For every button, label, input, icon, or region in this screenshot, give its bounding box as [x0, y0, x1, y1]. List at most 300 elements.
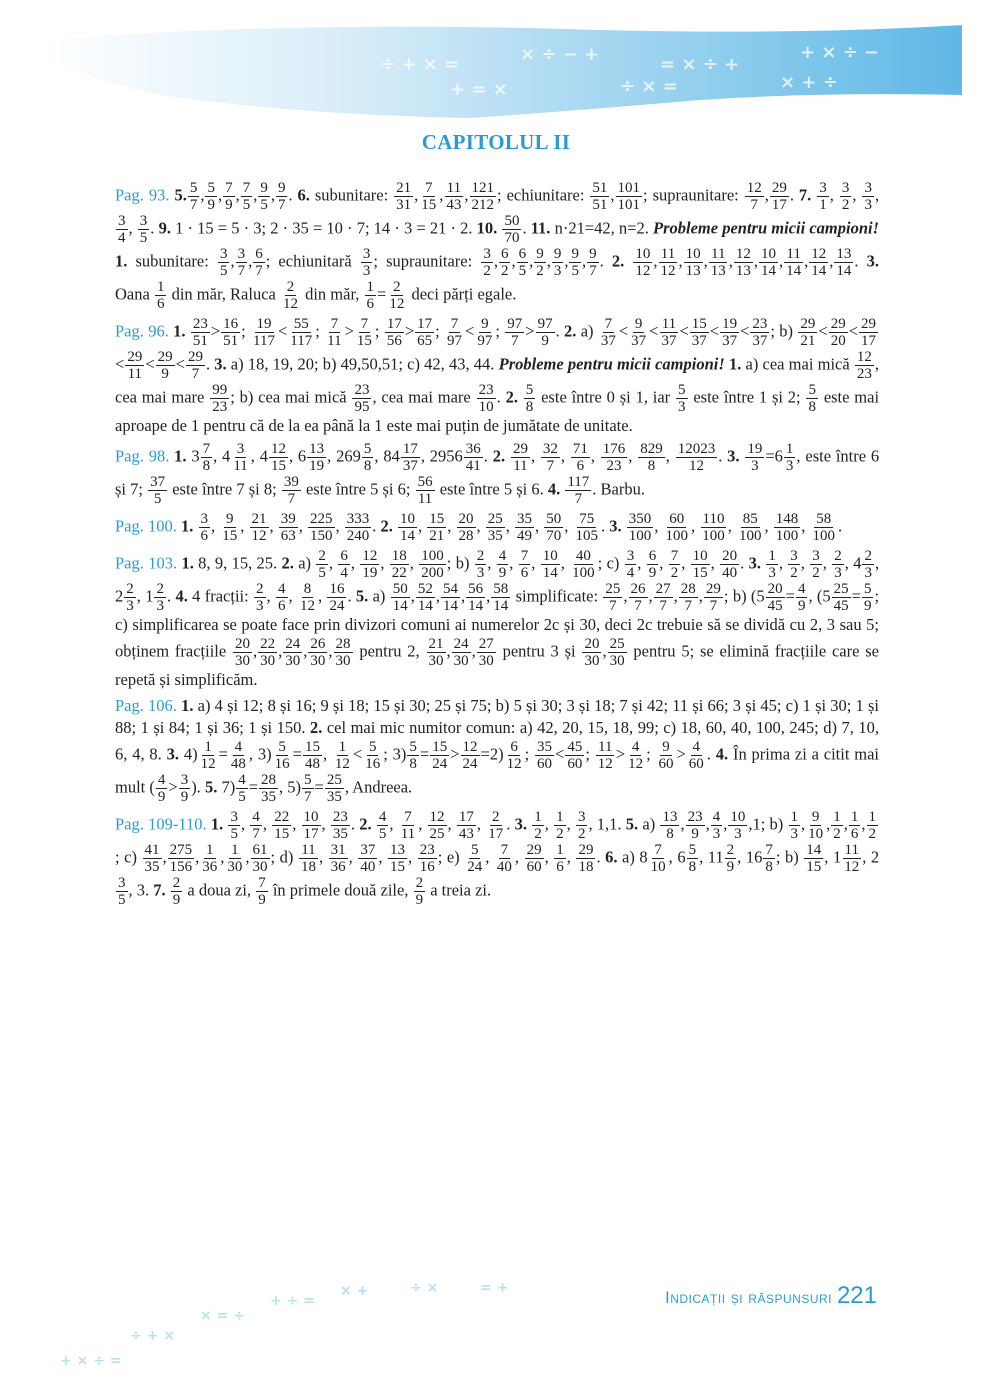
answer-text: ; echiunitare:	[497, 185, 590, 205]
answer-text: .	[522, 218, 531, 238]
answer-text: ,	[673, 586, 678, 606]
fraction-denominator: 1	[819, 197, 827, 213]
answer-text: din măr,	[300, 284, 364, 304]
fraction	[199, 739, 218, 772]
fraction-numerator: 12	[746, 180, 762, 196]
fraction	[608, 636, 627, 669]
fraction	[532, 809, 544, 842]
fraction	[200, 842, 219, 875]
fraction	[576, 809, 588, 842]
fraction-numerator: 3	[819, 180, 827, 196]
fraction-denominator: 12	[389, 296, 405, 312]
fraction-denominator: 5	[118, 892, 126, 908]
answer-text: ; supraunitare:	[643, 185, 744, 205]
fraction	[418, 842, 437, 875]
fraction-denominator: 19	[309, 458, 325, 474]
answer-text: <	[352, 744, 363, 764]
fraction-denominator: 8	[808, 399, 816, 415]
answer-text	[527, 814, 531, 833]
fraction-numerator: 5	[525, 382, 534, 398]
answer-text: ; b)	[723, 586, 751, 606]
fraction-denominator: 212	[471, 197, 495, 213]
fraction-numerator: 9	[811, 809, 820, 825]
answer-text: ,	[446, 641, 451, 661]
fraction-denominator: 3	[834, 565, 842, 581]
answer-text: ,	[279, 777, 288, 797]
answer-text: ,	[764, 516, 773, 536]
fraction-numerator: 12	[735, 246, 751, 262]
answer-text: ,	[509, 553, 518, 573]
fraction-numerator: 21	[428, 636, 444, 652]
fraction-numerator: 5	[278, 739, 286, 755]
answer-text: deci părți egale.	[407, 284, 517, 304]
fraction	[654, 581, 673, 614]
fraction-denominator: 51	[223, 333, 239, 349]
fraction-denominator: 45	[833, 598, 849, 614]
answer-text: din măr, Raluca	[167, 284, 280, 304]
answer-text: ,	[800, 553, 810, 573]
answer-text: ,	[590, 446, 600, 466]
fraction	[862, 180, 874, 213]
fraction	[303, 739, 322, 772]
answer-paragraph	[115, 511, 879, 544]
fraction	[352, 382, 371, 415]
fraction-numerator: 29	[127, 349, 143, 365]
fraction-denominator: 20	[830, 333, 846, 349]
fraction-denominator: 7	[750, 197, 758, 213]
fraction	[358, 842, 377, 875]
decorative-header-band	[0, 0, 992, 130]
fraction	[210, 382, 229, 415]
fraction-denominator: 5	[518, 263, 527, 279]
exercise-number: 2.	[564, 321, 577, 341]
fraction-numerator: 10	[692, 548, 708, 564]
answer-text	[622, 516, 626, 535]
fraction	[629, 316, 648, 349]
answer-text: =	[377, 284, 387, 304]
fraction-denominator: 11	[327, 333, 342, 349]
fraction	[534, 246, 546, 279]
fraction-denominator: 15	[806, 859, 822, 875]
fraction-denominator: 12	[628, 756, 644, 772]
fraction-numerator: 8	[303, 581, 312, 597]
svg-text:+ × ÷ =: + × ÷ =	[60, 1353, 122, 1369]
fraction-denominator: 12	[299, 598, 315, 614]
fraction	[862, 548, 874, 581]
fraction-denominator: 35	[487, 528, 503, 544]
fraction-denominator: 9	[726, 859, 735, 875]
fraction	[143, 842, 162, 875]
fraction-numerator: 2	[286, 279, 295, 295]
fraction-numerator: 350	[628, 511, 652, 527]
fraction-denominator: 30	[428, 653, 444, 669]
answer-text: ; c) simplificarea se poate face prin divizori comuni ai numerelor 2c și 30, deci 2c trebuie să se dividă cu 2, 3 sau 5; obținem fracțiile	[115, 586, 880, 661]
answer-text	[811, 185, 816, 204]
exercise-number: 1.	[181, 516, 194, 536]
fraction-numerator: 1	[231, 842, 239, 858]
answer-text: >	[404, 321, 415, 341]
fraction-denominator: 2	[534, 826, 542, 842]
answer-text: ,	[278, 641, 283, 661]
answer-text: ,	[418, 814, 427, 834]
answer-text: ,	[220, 847, 225, 867]
fraction-numerator: 20	[458, 511, 474, 527]
page-reference: Pag. 106.	[115, 696, 177, 715]
fraction-denominator: 41	[465, 458, 481, 474]
exercise-number: 2.	[492, 446, 506, 466]
answer-text: ,	[530, 446, 540, 466]
answer-text: , 269	[327, 446, 361, 466]
fraction-numerator: 9	[226, 511, 234, 527]
fraction-denominator: 9	[207, 197, 215, 213]
fraction-numerator: 3	[841, 180, 850, 196]
answer-text: 5)	[287, 777, 301, 797]
answer-text: a doua zi,	[183, 880, 256, 900]
answer-text: ,	[493, 251, 498, 271]
fraction-denominator: 15	[390, 859, 405, 875]
fraction	[299, 842, 318, 875]
fraction	[804, 842, 823, 875]
fraction-denominator: 30	[310, 653, 326, 669]
answer-text: ,	[566, 847, 576, 867]
fraction	[725, 842, 737, 875]
fraction	[253, 246, 265, 279]
fraction-numerator: 9	[481, 316, 489, 332]
fraction-numerator: 7	[654, 842, 662, 858]
fraction-numerator: 11	[786, 246, 801, 262]
fraction-denominator: 14	[493, 598, 509, 614]
fraction-numerator: 20	[722, 548, 738, 564]
answer-text: subunitare:	[127, 251, 217, 271]
answer-text: , 4	[250, 446, 268, 466]
fraction-denominator: 12	[506, 756, 522, 772]
fraction-numerator: 5	[368, 739, 377, 755]
fraction-denominator: 24	[462, 756, 478, 772]
fraction-denominator: 36	[330, 859, 346, 875]
fraction-denominator: 5	[153, 491, 162, 507]
fraction	[218, 246, 230, 279]
fraction	[223, 180, 235, 213]
fraction-denominator: 105	[575, 528, 598, 544]
answer-text: .	[506, 814, 515, 834]
fraction	[690, 316, 709, 349]
answer-text: ,	[637, 553, 646, 573]
fraction-numerator: 2	[415, 875, 424, 891]
fraction	[565, 739, 584, 772]
fraction	[536, 316, 555, 349]
answer-paragraph	[115, 180, 879, 312]
answer-text: >	[615, 744, 626, 764]
fraction-denominator: 2	[500, 263, 509, 279]
fraction-numerator: 29	[187, 349, 203, 365]
fraction	[308, 511, 335, 544]
fraction-denominator: 7	[277, 197, 286, 213]
fraction-numerator: 55	[293, 316, 309, 332]
fraction	[272, 809, 291, 842]
answer-text: .	[718, 446, 728, 466]
fraction	[834, 246, 853, 279]
fraction-denominator: 101	[617, 197, 641, 213]
answer-text: ,	[240, 814, 250, 834]
fraction-denominator: 18	[300, 859, 316, 875]
fraction-denominator: 48	[230, 756, 246, 772]
answer-text: .	[854, 251, 867, 271]
answer-text: <	[818, 321, 828, 341]
answer-text: <	[709, 321, 720, 341]
answer-text: ,	[544, 814, 554, 834]
fraction	[855, 349, 874, 382]
fraction	[571, 441, 590, 474]
answer-text: ).	[191, 777, 205, 797]
fraction	[283, 636, 302, 669]
fraction-denominator: 13	[735, 263, 751, 279]
fraction-numerator: 2	[126, 581, 134, 597]
fraction-denominator: 200	[421, 565, 444, 581]
fraction-denominator: 100	[702, 528, 725, 544]
exercise-number: 10.	[476, 218, 498, 238]
answer-text: , 2	[115, 553, 880, 606]
fraction-denominator: 9	[157, 789, 166, 805]
answer-text: .	[838, 516, 843, 536]
fraction-denominator: 12	[688, 458, 704, 474]
fraction-denominator: 30	[235, 653, 251, 669]
fraction-numerator: 19	[722, 316, 738, 332]
fraction	[638, 441, 665, 474]
fraction	[599, 316, 618, 349]
fraction	[331, 809, 350, 842]
answer-text: , 4	[213, 446, 231, 466]
fraction-numerator: 11	[660, 246, 676, 262]
answer-text: ,	[389, 814, 398, 834]
fraction-denominator: 8	[363, 458, 372, 474]
fraction	[465, 842, 484, 875]
answer-text: ,	[288, 586, 297, 606]
answer-text: 7)	[221, 777, 236, 797]
fraction-denominator: 3	[768, 565, 776, 581]
fraction-numerator: 3	[118, 213, 126, 229]
fraction-denominator: 23	[856, 366, 872, 382]
fraction-denominator: 9	[648, 565, 657, 581]
fraction-numerator: 10	[400, 511, 415, 527]
fraction-numerator: 11	[446, 180, 462, 196]
fraction-numerator: 97	[537, 316, 553, 332]
fraction-numerator: 35	[517, 511, 532, 527]
fraction-numerator: 17	[417, 316, 433, 332]
answer-text: ,	[678, 251, 683, 271]
fraction-numerator: 5	[688, 842, 697, 858]
fraction-numerator: 5	[470, 842, 479, 858]
answer-text: este mai aproape de 1 pentru că de la ea până la 1 este mai puțin de jumătate de unitate.	[115, 387, 880, 435]
fraction	[427, 511, 446, 544]
fraction	[360, 548, 379, 581]
answer-text: pentru 2,	[353, 641, 426, 661]
fraction-numerator: 39	[283, 474, 299, 490]
fraction-numerator: 275	[169, 842, 193, 858]
fraction-denominator: 7	[237, 263, 246, 279]
fraction-numerator: 21	[251, 511, 267, 527]
fraction	[832, 548, 844, 581]
fraction	[363, 739, 382, 772]
fraction-numerator: 100	[421, 548, 444, 564]
fraction-denominator: 3	[126, 598, 134, 614]
fraction-numerator: 5	[808, 382, 816, 398]
fraction	[659, 316, 678, 349]
page-reference: Pag. 100.	[115, 516, 177, 536]
fraction-denominator: 9	[161, 366, 169, 382]
answer-text: ,	[654, 516, 663, 536]
fraction	[329, 842, 348, 875]
fraction	[784, 246, 803, 279]
answer-text: ,	[253, 185, 258, 205]
fraction-denominator: 12	[635, 263, 651, 279]
page-reference: Pag. 98.	[115, 446, 170, 466]
answer-text: a)	[368, 586, 390, 606]
fraction-denominator: 9	[258, 892, 266, 908]
svg-text:÷ + × =: ÷ + × =	[380, 54, 460, 75]
section-heading: Probleme pentru micii campioni!	[498, 354, 725, 374]
answer-text: ,	[698, 586, 703, 606]
fraction	[256, 875, 268, 908]
fraction-numerator: 12023	[677, 441, 716, 457]
fraction	[664, 511, 691, 544]
fraction	[258, 636, 277, 669]
fraction	[497, 548, 509, 581]
fraction-denominator: 35	[332, 826, 348, 842]
answer-text: ,	[414, 185, 419, 205]
fraction	[156, 772, 168, 805]
fraction	[308, 636, 327, 669]
fraction-numerator: 1	[204, 739, 212, 755]
fraction-numerator: 12	[429, 809, 445, 825]
fraction-denominator: 15	[270, 458, 286, 474]
answer-text: ,	[200, 185, 205, 205]
fraction-numerator: 45	[567, 739, 583, 755]
fraction-numerator: 3	[790, 548, 798, 564]
page-reference: Pag. 109-110.	[115, 814, 207, 834]
exercise-number: 1.	[181, 553, 194, 573]
answer-text: ;	[585, 744, 595, 764]
fraction-numerator: 97	[507, 316, 523, 332]
fraction-denominator: 37	[631, 333, 647, 349]
fraction	[766, 581, 785, 614]
answer-text: ,	[321, 814, 330, 834]
exercise-number: 2.	[611, 251, 625, 271]
fraction-denominator: 9	[172, 892, 181, 908]
fraction-numerator: 10	[761, 246, 776, 262]
fraction	[541, 548, 560, 581]
fraction-numerator: 99	[212, 382, 228, 398]
answer-text: ,	[560, 446, 570, 466]
fraction-numerator: 15	[432, 739, 448, 755]
fraction	[250, 511, 269, 544]
fraction	[499, 246, 511, 279]
fraction-denominator: 21	[800, 333, 816, 349]
fraction-denominator: 9	[180, 789, 189, 805]
fraction-numerator: 225	[310, 511, 333, 527]
answer-text: , 1	[824, 847, 842, 867]
fraction	[361, 246, 373, 279]
fraction-denominator: 7	[574, 491, 583, 507]
fraction-denominator: 3	[864, 565, 872, 581]
fraction	[728, 809, 747, 842]
fraction-denominator: 8	[765, 859, 773, 875]
fraction-numerator: 7	[425, 180, 433, 196]
fraction-numerator: 3	[139, 213, 148, 229]
fraction-numerator: 51	[592, 180, 608, 196]
fraction	[686, 809, 705, 842]
fraction-numerator: 35	[537, 739, 553, 755]
fraction-denominator: 11	[417, 491, 433, 507]
fraction	[461, 739, 480, 772]
fraction-numerator: 25	[833, 581, 849, 597]
fraction	[457, 511, 476, 544]
fraction-numerator: 12	[270, 441, 286, 457]
fraction-numerator: 28	[680, 581, 696, 597]
fraction-denominator: 51	[192, 333, 208, 349]
fraction-denominator: 7	[546, 458, 555, 474]
fraction	[629, 581, 648, 614]
answer-text: ,	[529, 251, 534, 271]
fraction-denominator: 31	[396, 197, 412, 213]
answer-text: este între 5 și 6.	[435, 479, 548, 499]
exercise-number: 5.	[355, 586, 369, 606]
fraction	[168, 842, 195, 875]
answer-text: <	[145, 354, 155, 374]
fraction	[298, 581, 317, 614]
answer-text: <	[679, 321, 689, 341]
fraction-denominator: 10	[650, 859, 666, 875]
answer-text: pentru 5; se elimină fracțiile care se repetă și simplificăm.	[115, 641, 879, 689]
fraction	[116, 875, 128, 908]
fraction-numerator: 27	[655, 581, 671, 597]
answer-text: , (5	[808, 586, 831, 606]
fraction	[155, 279, 167, 312]
answer-text: <	[649, 321, 659, 341]
fraction-denominator: 7	[659, 598, 667, 614]
answer-text: ,	[461, 586, 466, 606]
fraction-numerator: 4	[234, 739, 243, 755]
fraction-denominator: 56	[386, 333, 402, 349]
fraction-numerator: 7	[670, 548, 679, 564]
fraction-denominator: 16	[274, 756, 290, 772]
answer-text	[186, 321, 190, 340]
fraction-denominator: 4	[340, 565, 348, 581]
fraction-numerator: 23	[192, 316, 208, 332]
fraction-numerator: 11	[661, 316, 677, 332]
fraction	[770, 180, 789, 213]
fraction-numerator: 829	[640, 441, 663, 457]
fraction	[676, 441, 718, 474]
fraction-numerator: 11	[598, 739, 613, 755]
fraction	[325, 316, 343, 349]
fraction-denominator: 8	[409, 756, 417, 772]
fraction	[179, 772, 191, 805]
fraction-numerator: 15	[304, 739, 320, 755]
answer-paragraph	[115, 809, 879, 908]
fraction-denominator: 60	[537, 756, 553, 772]
fraction	[302, 809, 321, 842]
fraction-denominator: 12	[597, 756, 613, 772]
answer-text: a) 8	[617, 847, 648, 867]
fraction-numerator: 7	[360, 316, 369, 332]
fraction	[859, 316, 878, 349]
fraction-numerator: 61	[252, 842, 268, 858]
fraction-numerator: 20	[584, 636, 600, 652]
fraction	[307, 441, 326, 474]
answer-text	[740, 446, 745, 465]
answer-text: ;	[383, 744, 393, 764]
fraction	[627, 511, 654, 544]
